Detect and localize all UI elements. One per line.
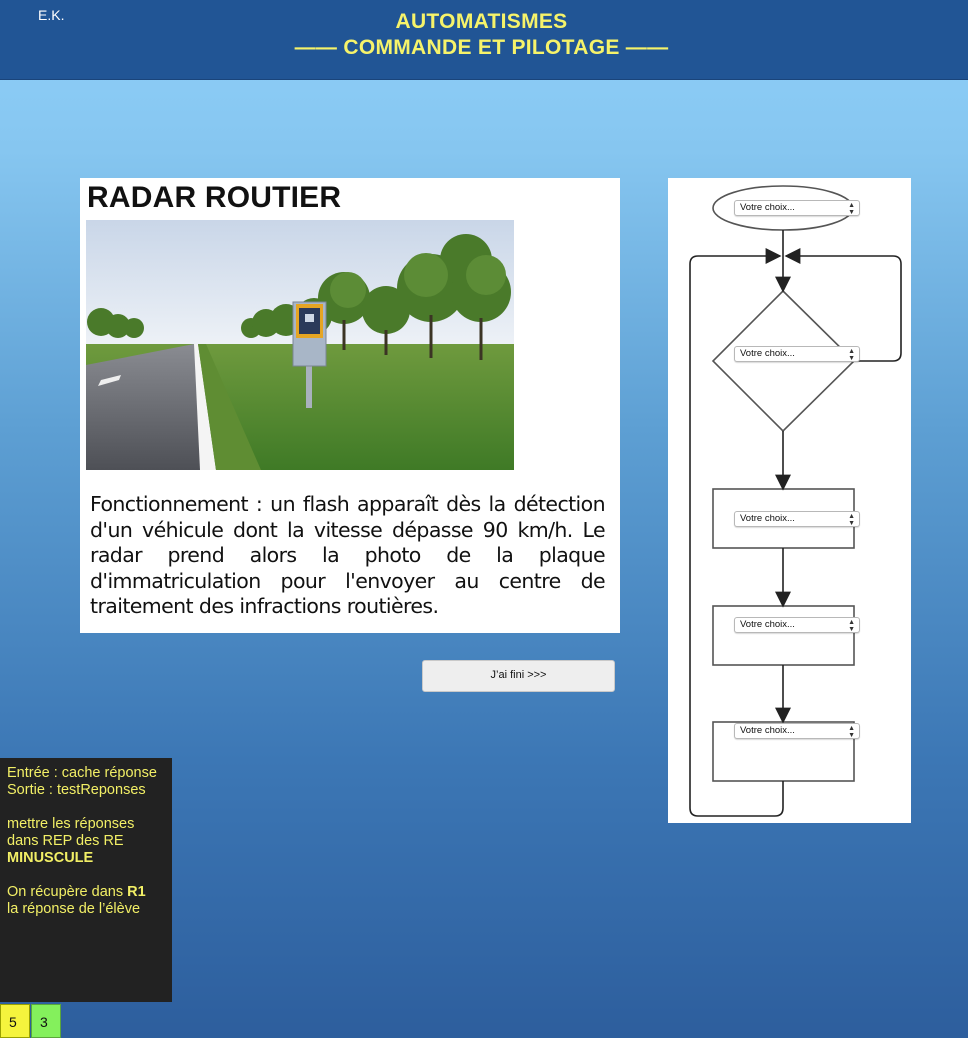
author-initials: E.K. [38,7,65,23]
select-arrows-icon: ▲ ▼ [848,513,855,527]
notes-line: la réponse de l’élève [7,901,141,917]
score-counter-1: 5 [0,1004,30,1038]
page-subtitle: —— COMMANDE ET PILOTAGE —— [294,36,669,59]
choice-value: Votre choix... [740,725,795,736]
page-title: AUTOMATISMES [395,10,568,33]
choice-value: Votre choix... [740,619,795,630]
developer-notes-panel [0,758,172,1002]
notes-line: Entrée : cache réponse [7,765,157,781]
select-arrows-icon: ▲ ▼ [848,725,855,739]
process-box-2-shape [713,606,854,665]
select-arrows-icon: ▲ ▼ [848,348,855,362]
choice-value: Votre choix... [740,513,795,524]
score-counter-2: 3 [31,1004,61,1038]
notes-line: Sortie : testReponses [7,782,146,798]
select-arrows-icon: ▲ ▼ [848,619,855,633]
radar-photo [86,220,514,470]
header-bar [0,0,968,80]
finish-button[interactable]: J’ai fini >>> [422,660,615,692]
notes-line: mettre les réponses [7,816,135,832]
flowchart-panel [668,178,911,823]
card-description: Fonctionnement : un flash apparaît dès la détection d'un véhicule dont la vitesse dépasse 90 km/h. Le radar prend alors la photo de la plaque d'immatriculation pour l'envoyer au centre de traitement des infractions routières. [90,492,605,618]
notes-bold: MINUSCULE [7,850,94,866]
choice-value: Votre choix... [740,202,795,213]
choice-select-box-2[interactable] [734,617,860,633]
notes-text: On récupère dans [7,884,128,900]
notes-bold: R1 [127,884,146,900]
choice-select-box-1[interactable] [734,511,860,527]
choice-value: Votre choix... [740,348,795,359]
notes-line: dans REP des RE [7,833,124,849]
select-arrows-icon: ▲ ▼ [848,202,855,216]
card-title: RADAR ROUTIER [87,181,342,214]
choice-select-box-3[interactable] [734,723,860,739]
choice-select-decision[interactable] [734,346,860,362]
choice-select-start[interactable] [734,200,860,216]
exercise-card [80,178,620,633]
